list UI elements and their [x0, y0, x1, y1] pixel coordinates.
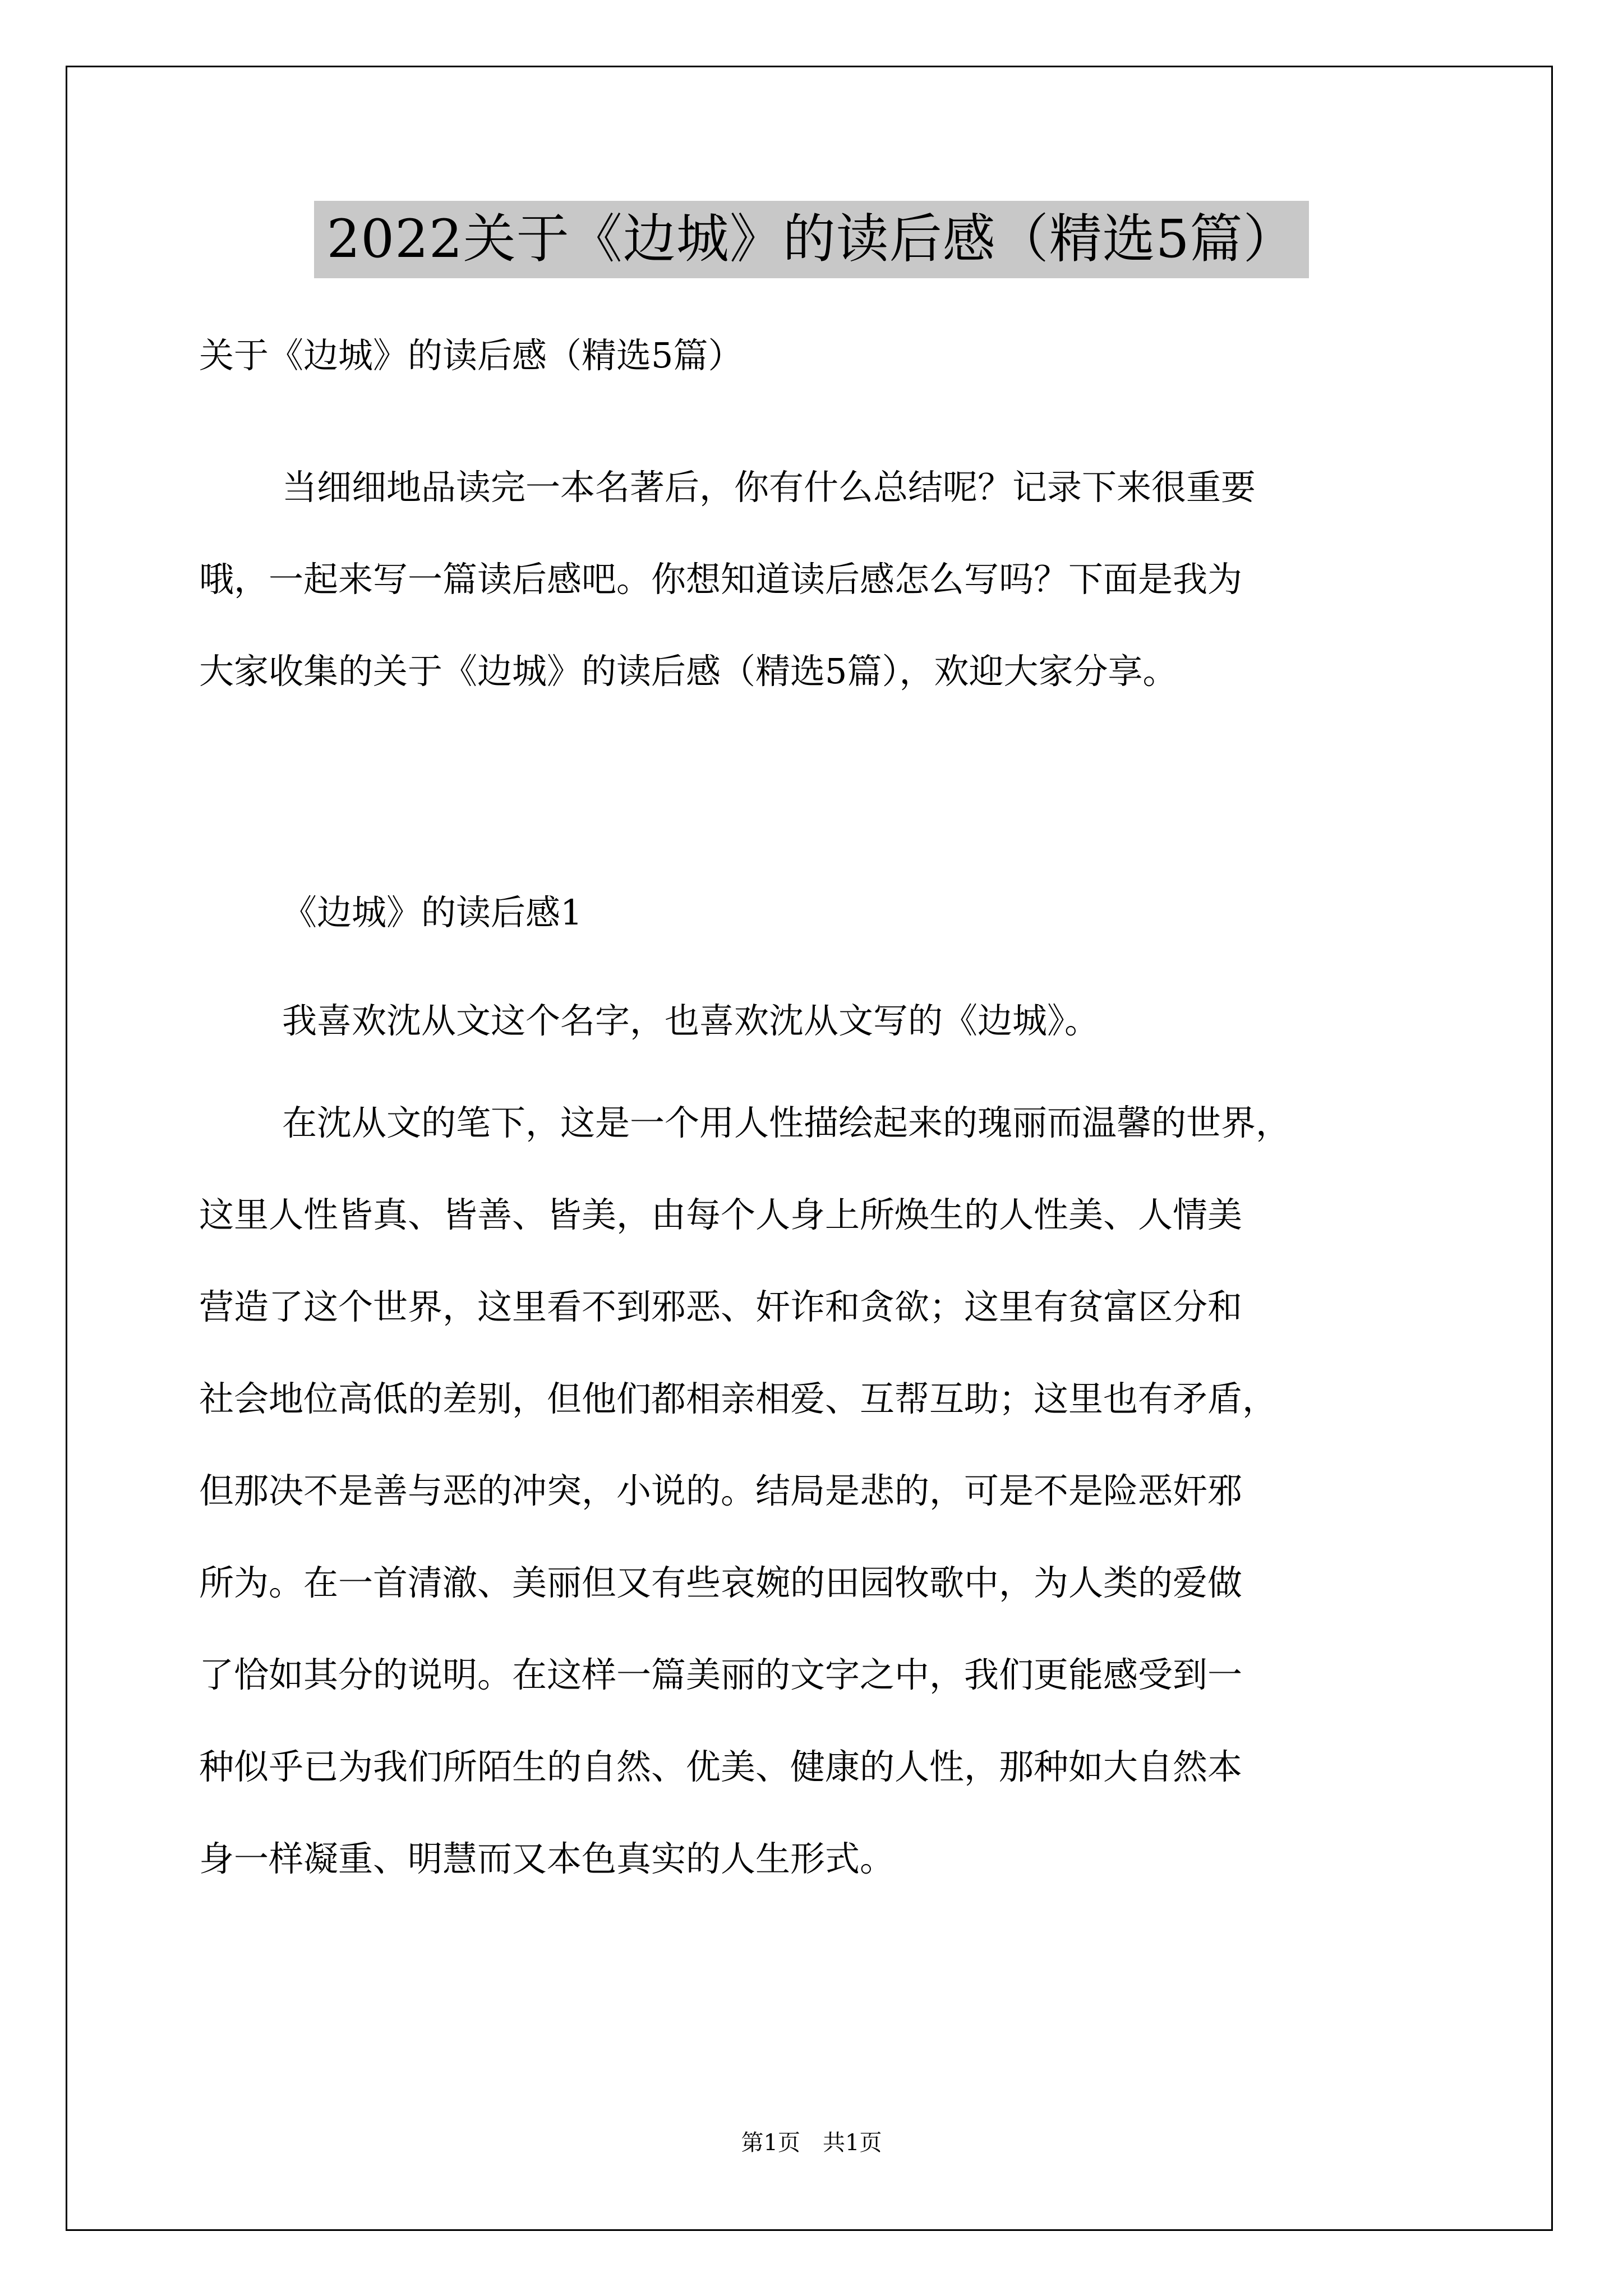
paragraph-line: 我喜欢沈从文这个名字，也喜欢沈从文写的《边城》。 [282, 1000, 1100, 1041]
intro-line: 当细细地品读完一本名著后，你有什么总结呢？记录下来很重要 [282, 467, 1256, 508]
paragraph-2 [199, 1077, 1427, 1905]
paragraph-line: 社会地位高低的差别，但他们都相亲相爱、互帮互助；这里也有矛盾， [199, 1378, 1278, 1419]
subtitle-block [199, 310, 1427, 402]
section-heading-block [199, 867, 1427, 959]
title-container [0, 201, 1623, 278]
paragraph-line: 这里人性皆真、皆善、皆美，由每个人身上所焕生的人性美、人情美 [199, 1194, 1243, 1235]
intro-line: 大家收集的关于《边城》的读后感（精选5篇），欢迎大家分享。 [199, 651, 1178, 692]
paragraph-line: 所为。在一首清澈、美丽但又有些哀婉的田园牧歌中，为人类的爱做 [199, 1562, 1243, 1603]
paragraph-line: 营造了这个世界，这里看不到邪恶、奸诈和贪欲；这里有贫富区分和 [199, 1286, 1243, 1327]
section-heading: 《边城》的读后感1 [282, 892, 583, 933]
document-subtitle: 关于《边城》的读后感（精选5篇） [199, 335, 743, 376]
paragraph-line: 了恰如其分的说明。在这样一篇美丽的文字之中，我们更能感受到一 [199, 1654, 1243, 1695]
page-number-footer: 第1页 共1页 [741, 2130, 882, 2156]
intro-paragraph [199, 441, 1427, 717]
paragraph-line: 在沈从文的笔下，这是一个用人性描绘起来的瑰丽而温馨的世界， [282, 1102, 1291, 1143]
paragraph-line: 种似乎已为我们所陌生的自然、优美、健康的人性，那种如大自然本 [199, 1746, 1243, 1787]
document-title: 2022关于《边城》的读后感（精选5篇） [314, 201, 1308, 278]
paragraph-line: 但那决不是善与恶的冲突，小说的。结局是悲的，可是不是险恶奸邪 [199, 1470, 1243, 1511]
paragraph-line: 身一样凝重、明慧而又本色真实的人生形式。 [199, 1838, 895, 1879]
intro-line: 哦，一起来写一篇读后感吧。你想知道读后感怎么写吗？下面是我为 [199, 559, 1243, 600]
paragraph-1 [199, 975, 1427, 1067]
